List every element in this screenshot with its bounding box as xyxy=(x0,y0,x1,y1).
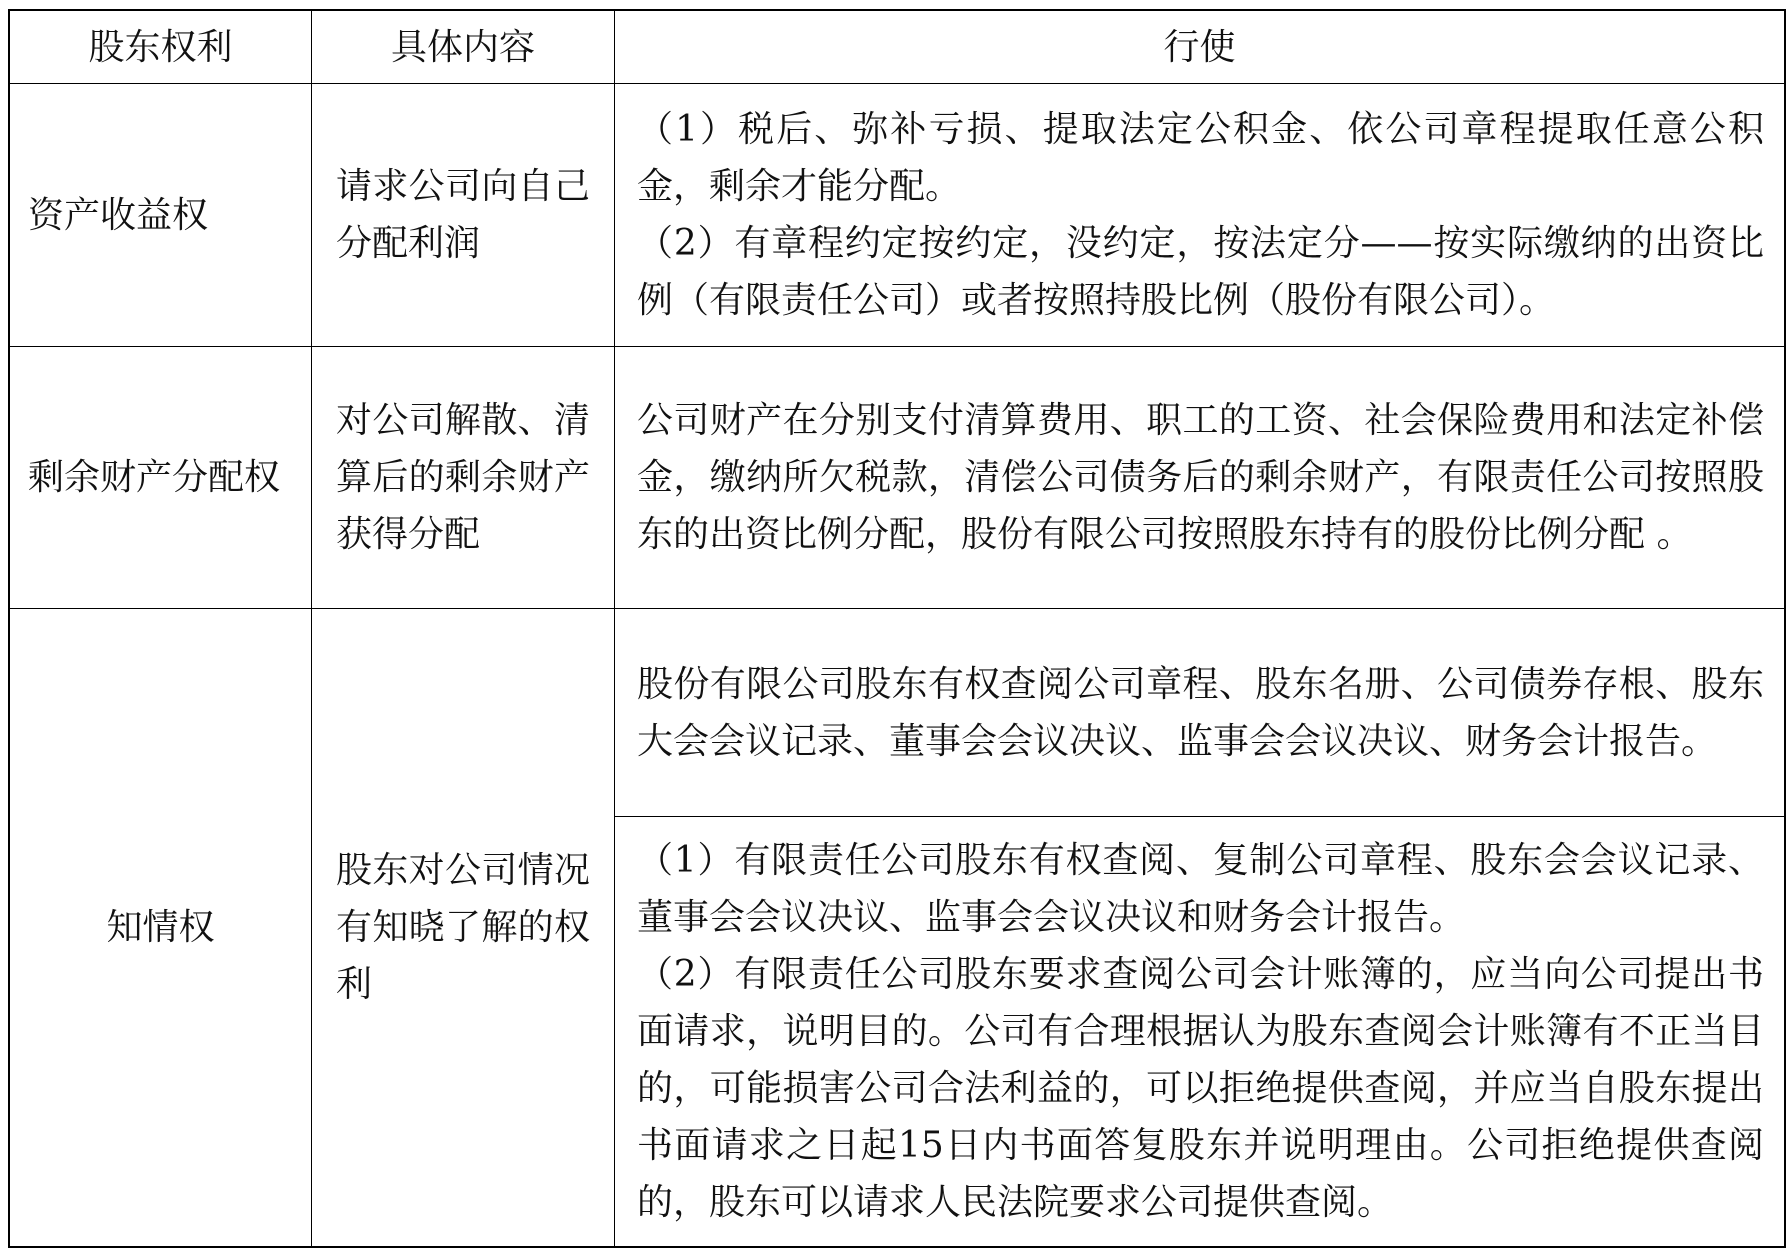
right-name: 剩余财产分配权 xyxy=(28,457,281,498)
row-information-exercise xyxy=(615,609,1784,1246)
exercise-paragraph: （2）有限责任公司股东要求查阅公司会计账簿的，应当向公司提出书面请求，说明目的。公司有合理根据认为股东查阅会计账簿有不正当目的，可能损害公司合法利益的，可以拒绝提供查阅，并应当自股东提出书面请求之日起15日内书面答复股东并说明理由。公司拒绝提供查阅的，股东可以请求人民法院要求公司提供查阅。 xyxy=(637,954,1764,1223)
row-asset-income-exercise xyxy=(615,84,1784,347)
row-information-right xyxy=(10,609,312,1246)
row-residual-property-content xyxy=(312,347,615,609)
row-residual-property-exercise xyxy=(615,347,1784,609)
header-col-content-label: 具体内容 xyxy=(390,26,535,68)
exercise-limited-liability xyxy=(615,817,1784,1246)
exercise-text xyxy=(637,392,1764,563)
header-col-exercise xyxy=(615,11,1784,84)
right-content: 请求公司向自己分配利润 xyxy=(336,166,590,264)
header-col-rights xyxy=(10,11,312,84)
exercise-text xyxy=(637,101,1764,329)
row-information-content xyxy=(312,609,615,1246)
header-col-rights-label: 股东权利 xyxy=(88,26,233,68)
row-asset-income-content xyxy=(312,84,615,347)
exercise-paragraph: （1）税后、弥补亏损、提取法定公积金、依公司章程提取任意公积金，剩余才能分配。 xyxy=(637,109,1764,207)
exercise-paragraph: （1）有限责任公司股东有权查阅、复制公司章程、股东会会议记录、董事会会议决议、监事会会议决议和财务会计报告。 xyxy=(637,840,1764,938)
exercise-paragraph: （2）有章程约定按约定，没约定，按法定分——按实际缴纳的出资比例（有限责任公司）或者按照持股比例（股份有限公司）。 xyxy=(637,223,1764,321)
exercise-paragraph: 公司财产在分别支付清算费用、职工的工资、社会保险费用和法定补偿金，缴纳所欠税款，清偿公司债务后的剩余财产，有限责任公司按照股东的出资比例分配，股份有限公司按照股东持有的股份比例分配 。 xyxy=(637,400,1764,555)
shareholder-rights-table xyxy=(8,9,1786,1248)
exercise-paragraph: 股份有限公司股东有权查阅公司章程、股东名册、公司债券存根、股东大会会议记录、董事会会议决议、监事会会议决议、财务会计报告。 xyxy=(637,663,1764,762)
header-col-exercise-label: 行使 xyxy=(1163,26,1236,68)
exercise-text xyxy=(637,656,1764,770)
right-content: 对公司解散、清算后的剩余财产获得分配 xyxy=(336,400,590,555)
right-name: 资产收益权 xyxy=(28,194,209,236)
row-residual-property-right xyxy=(10,347,312,609)
exercise-joint-stock xyxy=(615,609,1784,817)
row-asset-income-right xyxy=(10,84,312,347)
header-col-content xyxy=(312,11,615,84)
right-name: 知情权 xyxy=(106,907,215,948)
exercise-text xyxy=(637,832,1764,1231)
right-content: 股东对公司情况有知晓了解的权利 xyxy=(336,850,590,1005)
